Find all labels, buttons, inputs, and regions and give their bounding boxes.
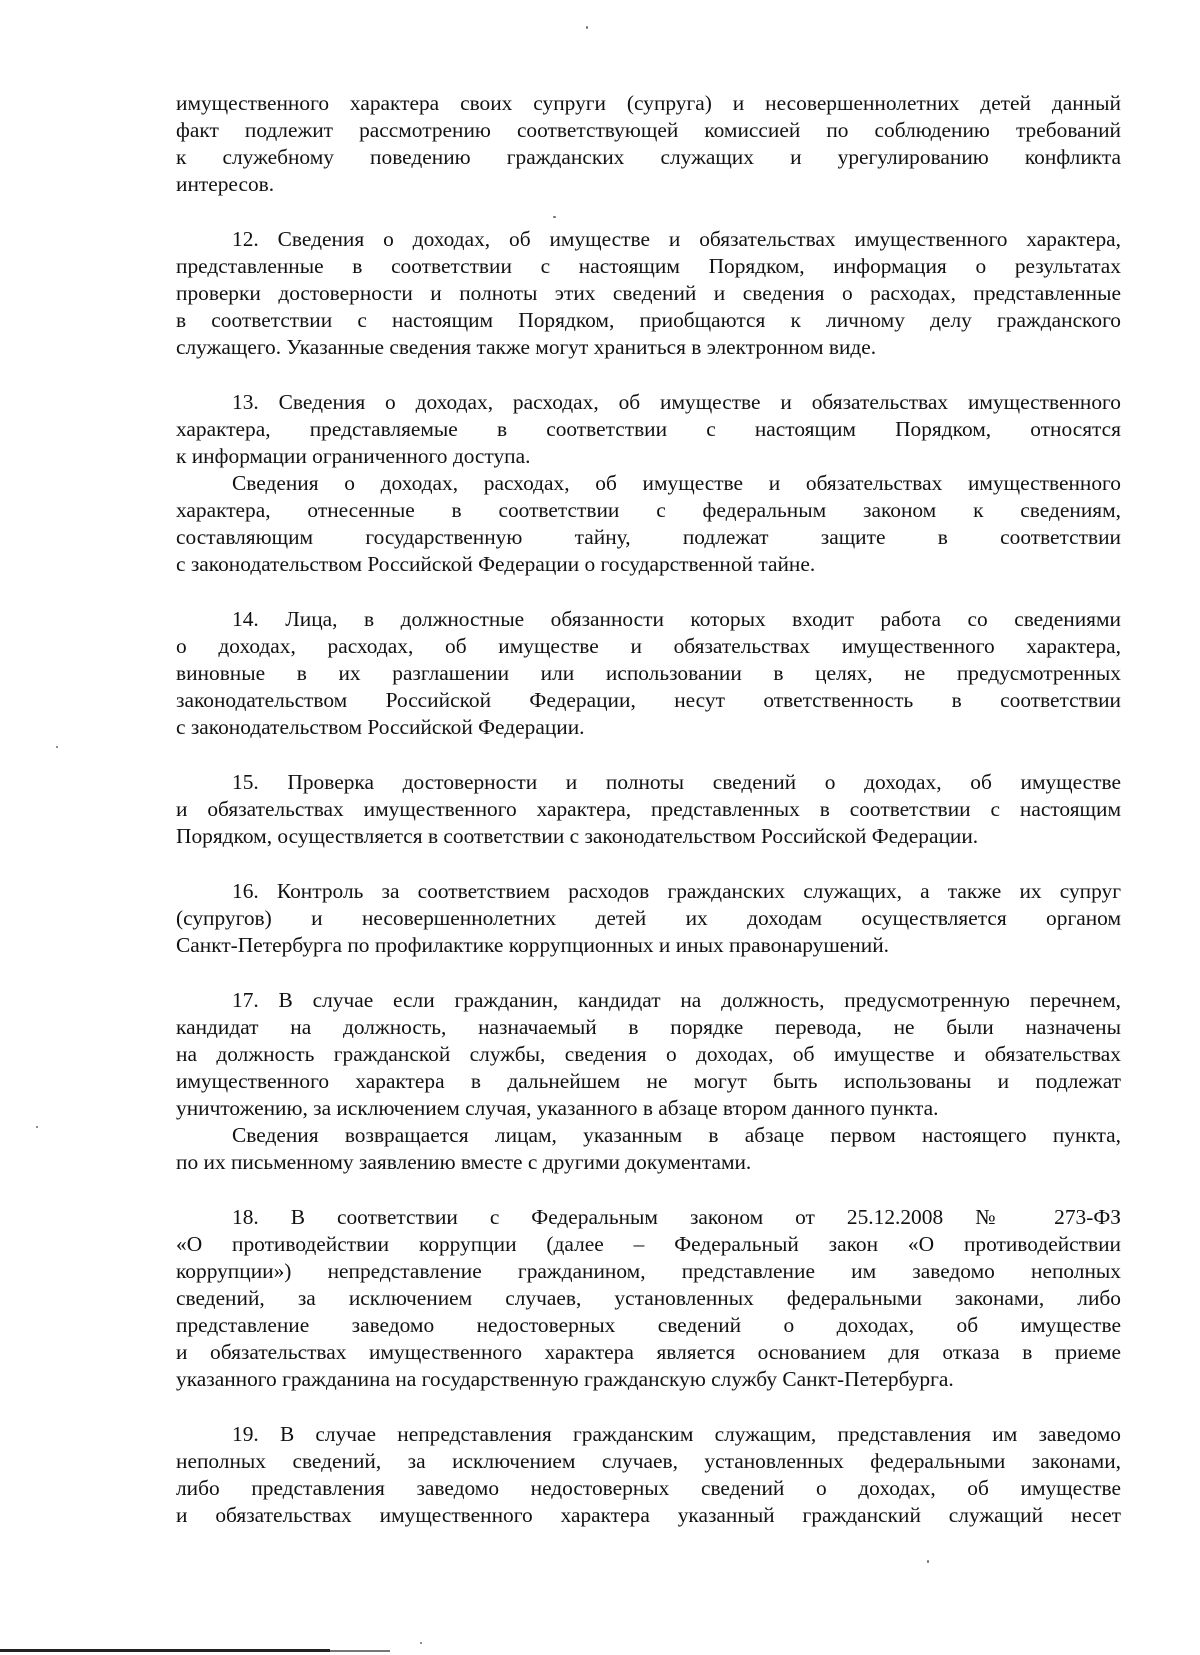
text-line: представление заведомо недостоверных сведений о доходах, об имуществе — [176, 1313, 1121, 1337]
text-line: Сведения о доходах, расходах, об имуществе и обязательствах имущественного — [232, 471, 1121, 495]
text-line: и обязательствах имущественного характера является основанием для отказа в приеме — [176, 1340, 1121, 1364]
paragraph-14 — [176, 606, 1121, 741]
text-line: интересов. — [176, 172, 275, 196]
paragraph-16 — [176, 878, 1121, 959]
text-line: кандидат на должность, назначаемый в порядке перевода, не были назначены — [176, 1015, 1121, 1039]
text-line: Сведения возвращается лицам, указанным в абзаце первом настоящего пункта, — [232, 1123, 1121, 1147]
text-line: 17. В случае если гражданин, кандидат на должность, предусмотренную перечнем, — [232, 988, 1121, 1012]
text-line: неполных сведений, за исключением случаев, установленных федеральными законами, — [176, 1449, 1121, 1473]
text-line: характера, отнесенные в соответствии с федеральным законом к сведениям, — [176, 498, 1121, 522]
text-line: служащего. Указанные сведения также могут храниться в электронном виде. — [176, 335, 877, 359]
paragraph-intro — [176, 90, 1121, 198]
text-line: указанного гражданина на государственную гражданскую службу Санкт-Петербурга. — [176, 1367, 954, 1391]
text-line: 14. Лица, в должностные обязанности которых входит работа со сведениями — [232, 607, 1121, 631]
text-line: о доходах, расходах, об имуществе и обязательствах имущественного характера, — [176, 634, 1121, 658]
text-line: по их письменному заявлению вместе с другими документами. — [176, 1150, 752, 1174]
text-line: виновные в их разглашении или использовании в целях, не предусмотренных — [176, 661, 1121, 685]
text-line: 16. Контроль за соответствием расходов гражданских служащих, а также их супруг — [232, 879, 1121, 903]
text-line: имущественного характера в дальнейшем не могут быть использованы и подлежат — [176, 1069, 1121, 1093]
scan-speck — [553, 216, 556, 218]
paragraph-15 — [176, 769, 1121, 850]
text-line: имущественного характера своих супруги (супруга) и несовершеннолетних детей данный — [176, 91, 1121, 115]
text-line: Санкт-Петербурга по профилактике коррупционных и иных правонарушений. — [176, 933, 890, 957]
scan-speck — [36, 1126, 38, 1128]
text-line: факт подлежит рассмотрению соответствующей комиссией по соблюдению требований — [176, 118, 1121, 142]
scan-speck — [927, 1560, 929, 1563]
text-line: к служебному поведению гражданских служащих и урегулированию конфликта — [176, 145, 1121, 169]
text-line: сведений, за исключением случаев, установленных федеральными законами, либо — [176, 1286, 1121, 1310]
text-line: «О противодействии коррупции (далее – Федеральный закон «О противодействии — [176, 1232, 1121, 1256]
paragraph-17 — [176, 987, 1121, 1122]
scan-edge-line — [0, 1649, 330, 1652]
text-line: законодательством Российской Федерации, несут ответственность в соответствии — [176, 688, 1121, 712]
scan-speck — [420, 1642, 422, 1644]
paragraph-17-second — [176, 1122, 1121, 1176]
paragraph-13 — [176, 389, 1121, 470]
text-line: с законодательством Российской Федерации о государственной тайне. — [176, 552, 816, 576]
text-line: либо представления заведомо недостоверных сведений о доходах, об имуществе — [176, 1476, 1121, 1500]
scan-speck — [56, 746, 58, 748]
text-line: 12. Сведения о доходах, об имуществе и обязательствах имущественного характера, — [232, 227, 1121, 251]
paragraph-19 — [176, 1421, 1121, 1529]
text-line: на должность гражданской службы, сведения о доходах, об имуществе и обязательствах — [176, 1042, 1121, 1066]
text-line: и обязательствах имущественного характера, представленных в соответствии с настоящим — [176, 797, 1121, 821]
text-line: коррупции») непредставление гражданином, представление им заведомо неполных — [176, 1259, 1121, 1283]
text-line: составляющим государственную тайну, подлежат защите в соответствии — [176, 525, 1121, 549]
paragraph-18 — [176, 1204, 1121, 1393]
text-line: 18. В соответствии с Федеральным законом от 25.12.2008 № 273-ФЗ — [232, 1205, 1121, 1229]
text-line: 19. В случае непредставления гражданским служащим, представления им заведомо — [232, 1422, 1121, 1446]
text-line: представленные в соответствии с настоящим Порядком, информация о результатах — [176, 254, 1121, 278]
text-line: в соответствии с настоящим Порядком, приобщаются к личному делу гражданского — [176, 308, 1121, 332]
text-line: Порядком, осуществляется в соответствии с законодательством Российской Федерации. — [176, 824, 979, 848]
text-line: (супругов) и несовершеннолетних детей их доходам осуществляется органом — [176, 906, 1121, 930]
paragraph-12 — [176, 226, 1121, 361]
scan-edge-line — [330, 1650, 390, 1652]
text-line: с законодательством Российской Федерации. — [176, 715, 585, 739]
text-line: 15. Проверка достоверности и полноты сведений о доходах, об имуществе — [232, 770, 1121, 794]
scan-speck — [586, 26, 588, 29]
document-body — [176, 90, 1121, 1529]
text-line: уничтожению, за исключением случая, указанного в абзаце втором данного пункта. — [176, 1096, 939, 1120]
paragraph-13-second — [176, 470, 1121, 578]
text-line: и обязательствах имущественного характера указанный гражданский служащий несет — [176, 1503, 1121, 1527]
text-line: характера, представляемые в соответствии с настоящим Порядком, относятся — [176, 417, 1121, 441]
text-line: к информации ограниченного доступа. — [176, 444, 531, 468]
text-line: 13. Сведения о доходах, расходах, об имуществе и обязательствах имущественного — [232, 390, 1121, 414]
text-line: проверки достоверности и полноты этих сведений и сведения о расходах, представленные — [176, 281, 1121, 305]
